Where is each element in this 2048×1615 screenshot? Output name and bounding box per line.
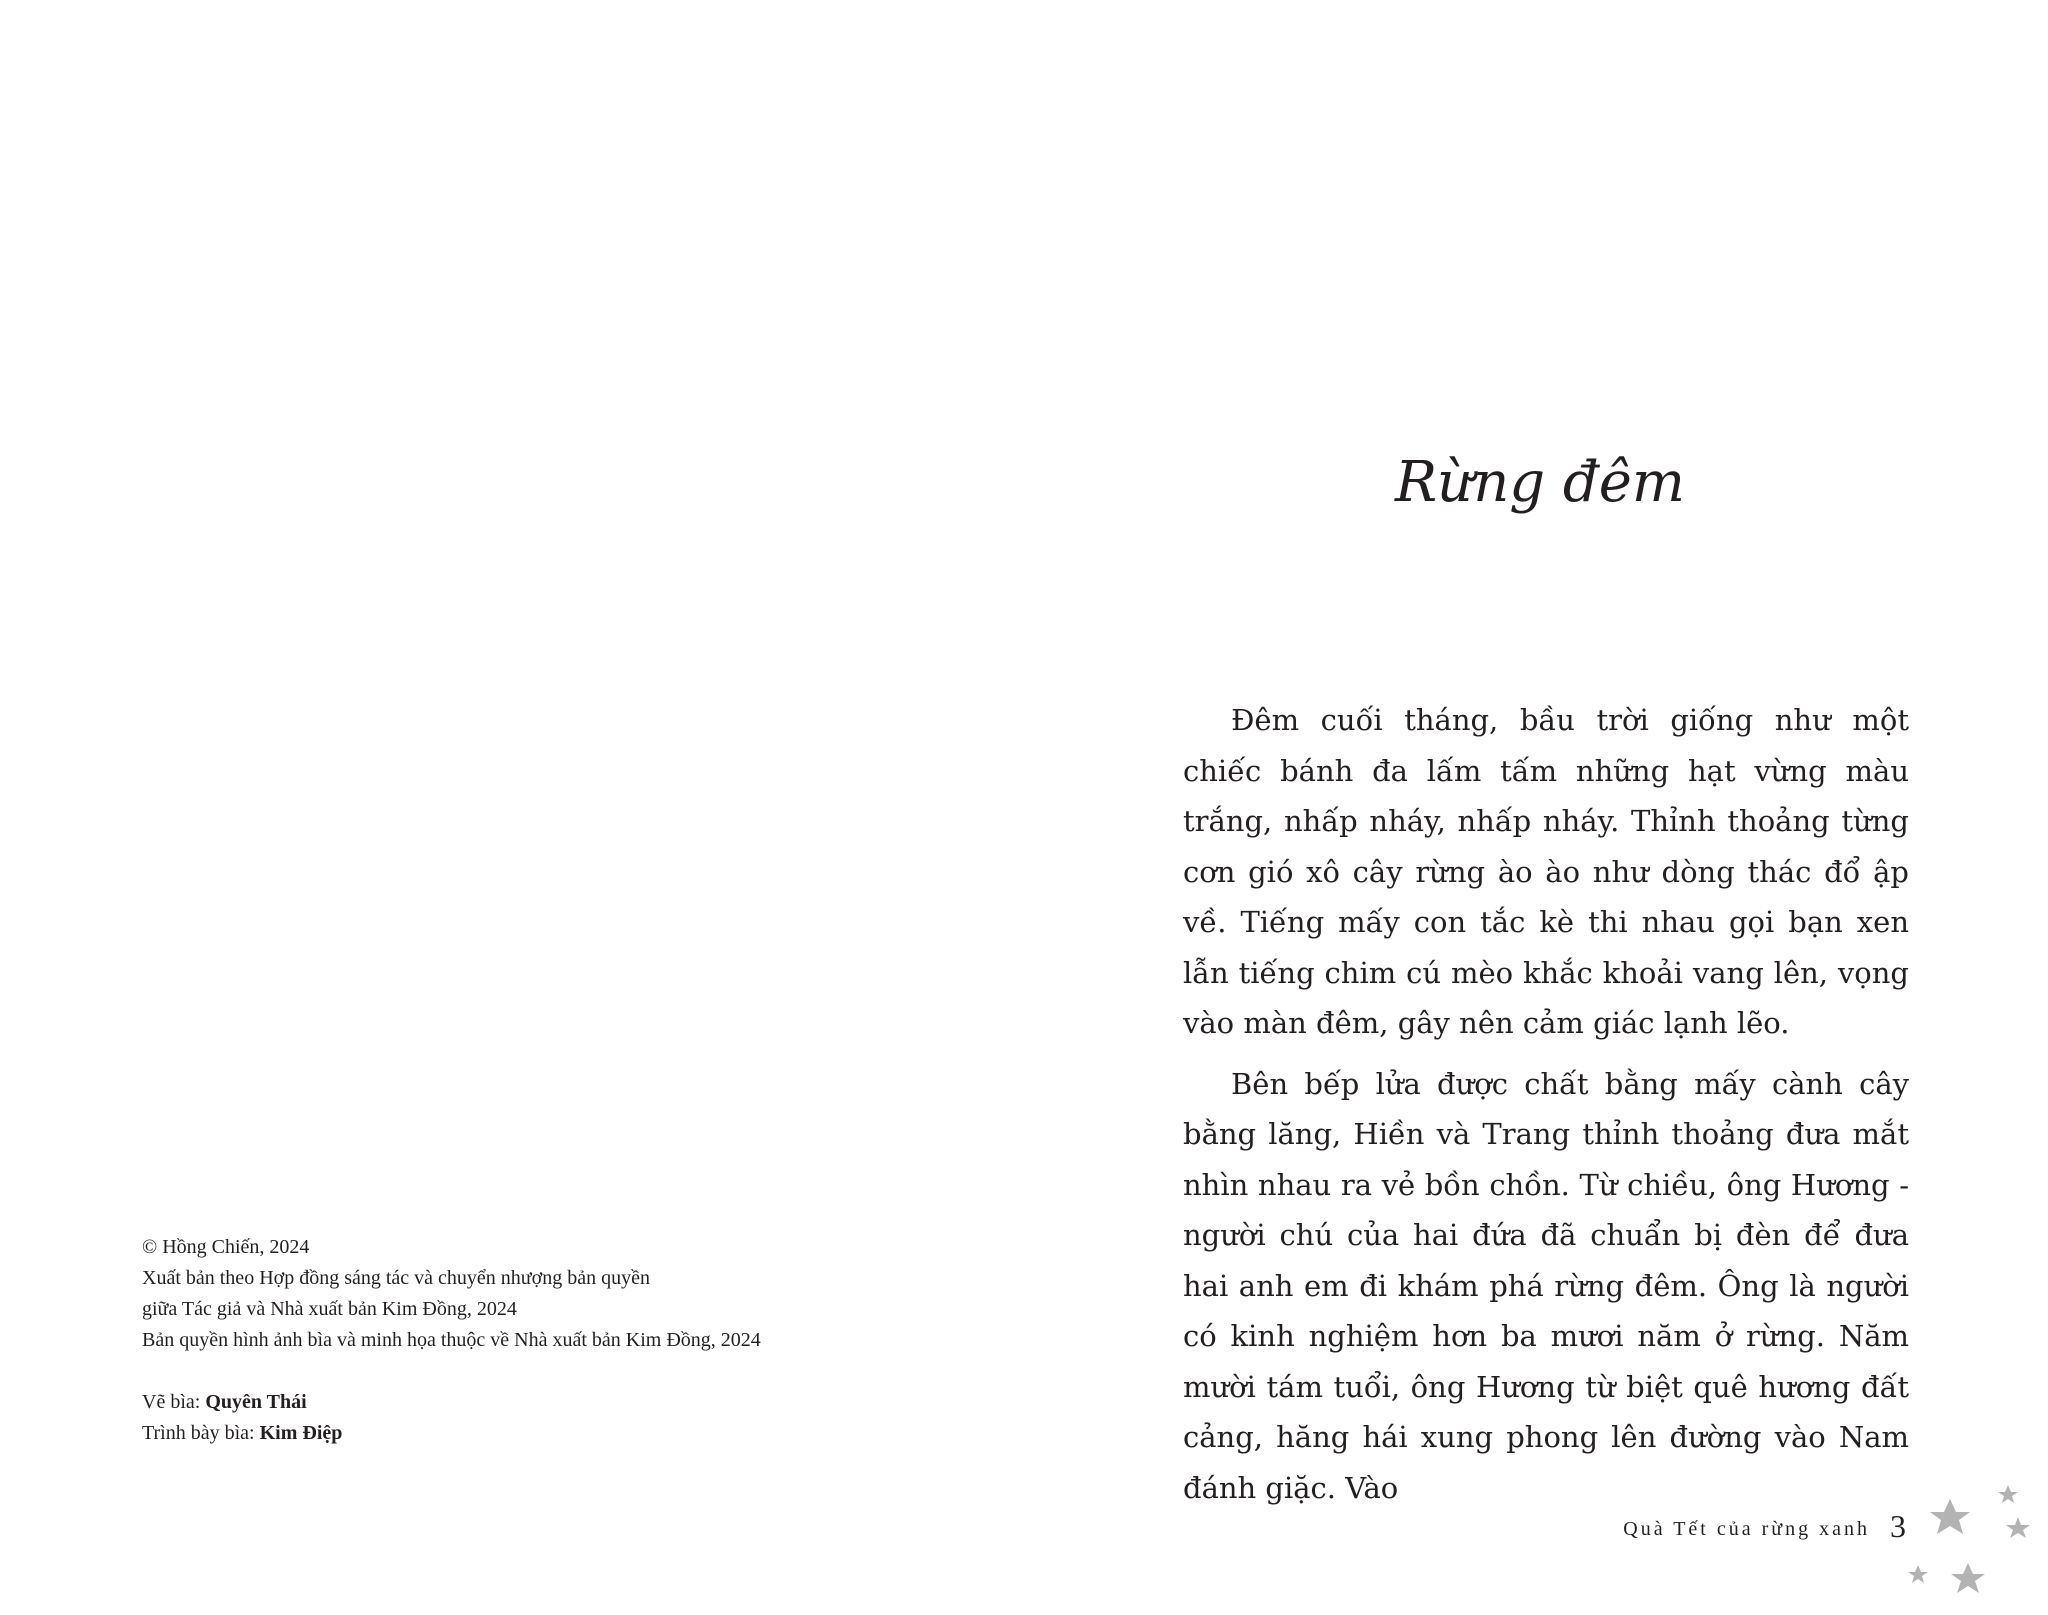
cover-design-label: Trình bày bìa: bbox=[142, 1422, 260, 1444]
body-text bbox=[1183, 695, 1909, 1523]
paragraph: Đêm cuối tháng, bầu trời giống như một chiếc bánh đa lấm tấm những hạt vừng màu trắng, nhấp nháy, nhấp nháy. Thỉnh thoảng từng cơn gió xô cây rừng ào ào như dòng thác đổ ập về. Tiếng mấy con tắc kè thi nhau gọi bạn xen lẫn tiếng chim cú mèo khắc khoải vang lên, vọng vào màn đêm, gây nên cảm giác lạnh lẽo. bbox=[1183, 703, 1909, 1040]
decorative-stars-icon bbox=[1890, 1465, 2040, 1615]
star-icon bbox=[1951, 1563, 1985, 1593]
cover-art-credit bbox=[142, 1387, 902, 1418]
star-icon bbox=[1908, 1565, 1928, 1583]
copyright-line: Xuất bản theo Hợp đồng sáng tác và chuyển nhượng bản quyền bbox=[142, 1267, 650, 1289]
page-number: 3 bbox=[1890, 1508, 1906, 1544]
credits bbox=[142, 1387, 902, 1449]
running-footer-title: Quà Tết của rừng xanh bbox=[1623, 1518, 1870, 1540]
cover-art-label: Vẽ bìa: bbox=[142, 1391, 206, 1413]
cover-design-name: Kim Điệp bbox=[259, 1422, 343, 1444]
paragraph: Bên bếp lửa được chất bằng mấy cành cây bằng lăng, Hiền và Trang thỉnh thoảng đưa mắt nhìn nhau ra vẻ bồn chồn. Từ chiều, ông Hương - người chú của hai đứa đã chuẩn bị đèn để đưa hai anh em đi khám phá rừng đêm. Ông là người có kinh nghiệm hơn ba mươi năm ở rừng. Năm mười tám tuổi, ông Hương từ biệt quê hương đất cảng, hăng hái xung phong lên đường vào Nam đánh giặc. Vào bbox=[1183, 1066, 1909, 1505]
star-icon bbox=[1930, 1499, 1970, 1534]
cover-design-credit bbox=[142, 1418, 902, 1449]
star-icon bbox=[2006, 1517, 2030, 1538]
cover-art-name: Quyên Thái bbox=[205, 1391, 307, 1413]
copyright-line: Bản quyền hình ảnh bìa và minh họa thuộc về Nhà xuất bản Kim Đồng, 2024 bbox=[142, 1329, 761, 1351]
copyright-line: giữa Tác giả và Nhà xuất bản Kim Đồng, 2024 bbox=[142, 1298, 517, 1320]
chapter-title: Rừng đêm bbox=[1394, 450, 1686, 515]
star-icon bbox=[1998, 1485, 2018, 1503]
copyright-line: © Hồng Chiến, 2024 bbox=[142, 1236, 310, 1258]
copyright-block bbox=[142, 1232, 902, 1449]
